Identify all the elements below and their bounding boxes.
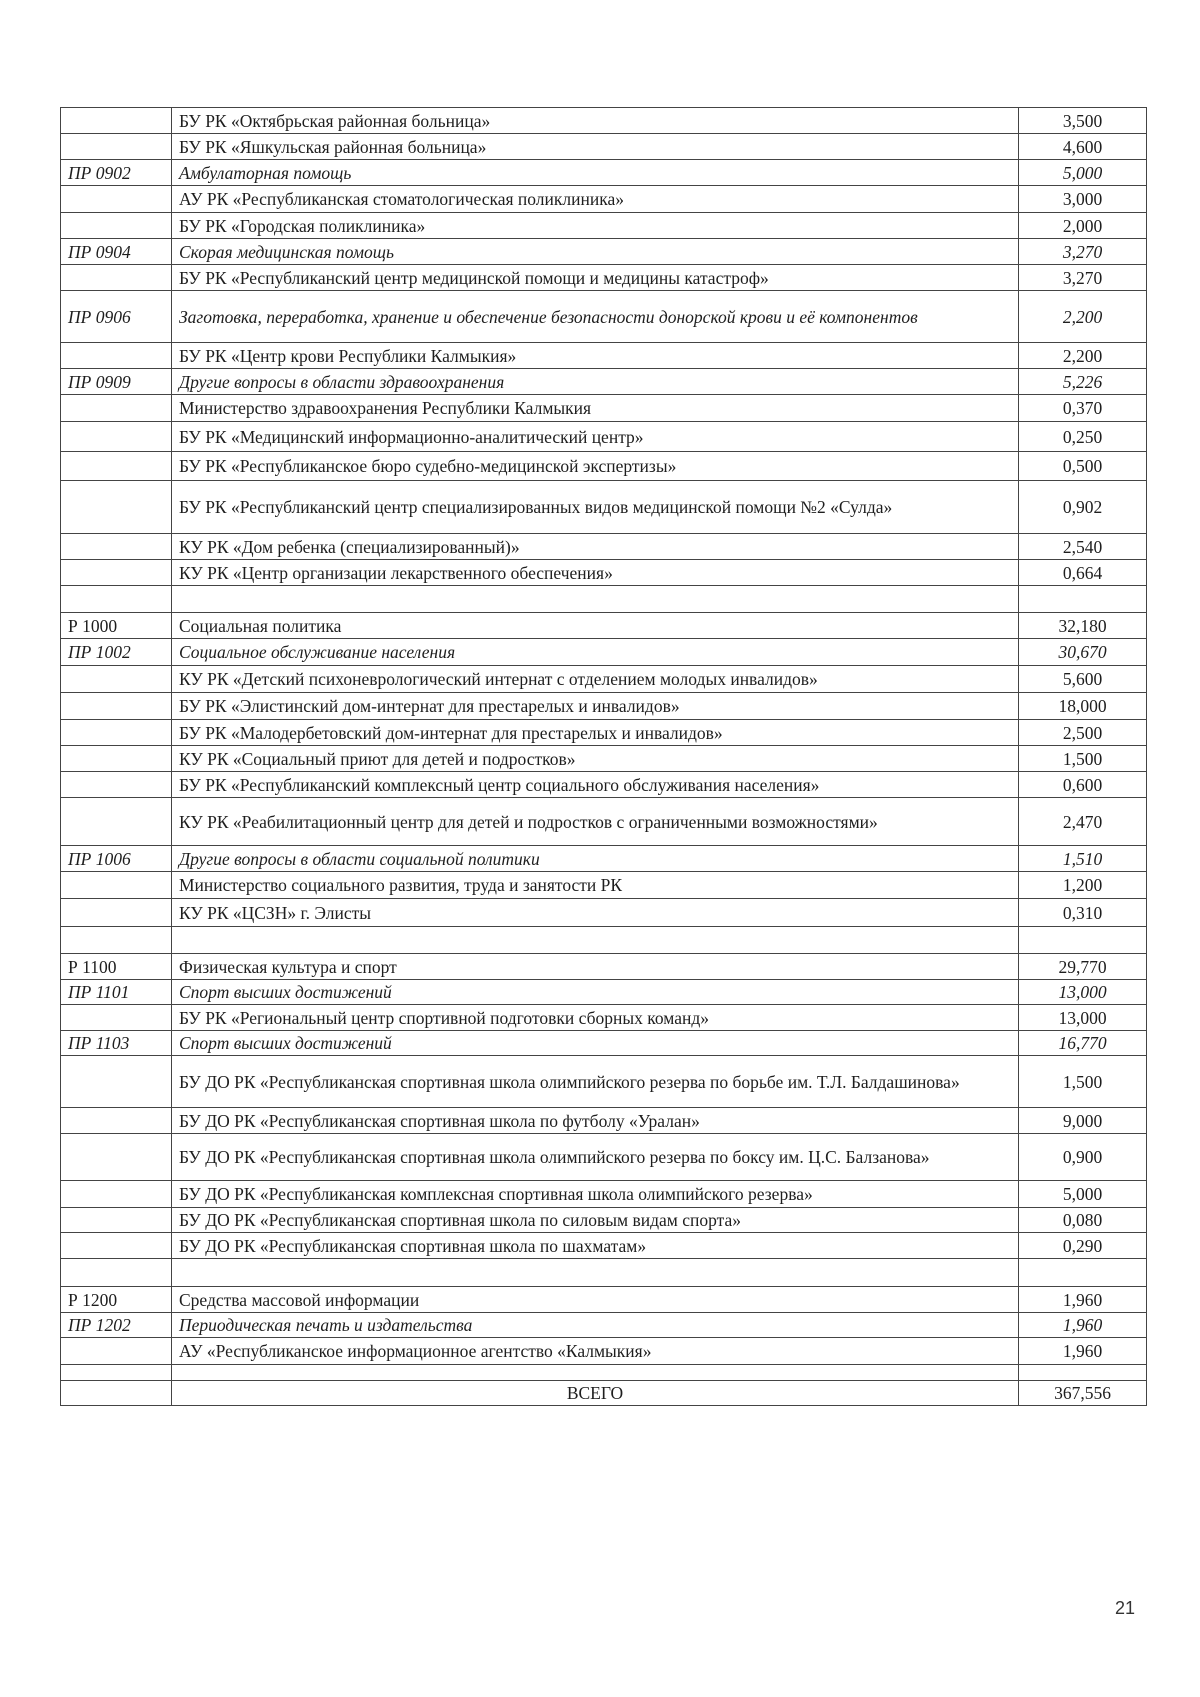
amount-cell: 0,664 [1019,560,1147,586]
table-row [61,1287,1147,1313]
code-cell: ПР 1006 [61,846,172,872]
name-cell: КУ РК «Дом ребенка (специализированный)» [172,534,1019,560]
name-cell: БУ РК «Городская поликлиника» [172,213,1019,239]
table-row [61,846,1147,872]
code-cell [61,1108,172,1134]
table-row [61,666,1147,693]
amount-cell: 2,200 [1019,343,1147,369]
code-cell [61,1365,172,1381]
amount-cell: 0,900 [1019,1134,1147,1181]
amount-cell: 1,960 [1019,1338,1147,1365]
name-cell: БУ РК «Октябрьская районная больница» [172,108,1019,134]
table-row [61,927,1147,954]
name-cell [172,1365,1019,1381]
name-cell [172,586,1019,613]
code-cell [61,186,172,213]
name-cell: БУ РК «Малодербетовский дом-интернат для престарелых и инвалидов» [172,720,1019,746]
amount-cell [1019,1365,1147,1381]
table-row [61,746,1147,772]
table-row [61,980,1147,1005]
name-cell: Социальное обслуживание населения [172,639,1019,666]
code-cell: ПР 1103 [61,1031,172,1056]
table-row [61,1313,1147,1338]
name-cell: Амбулаторная помощь [172,160,1019,186]
code-cell [61,693,172,720]
name-cell: БУ ДО РК «Республиканская спортивная школа олимпийского резерва по боксу им. Ц.С. Балзанова» [172,1134,1019,1181]
amount-cell: 1,500 [1019,1056,1147,1108]
amount-cell: 16,770 [1019,1031,1147,1056]
name-cell: Другие вопросы в области здравоохранения [172,369,1019,395]
table-row [61,481,1147,534]
amount-cell: 1,510 [1019,846,1147,872]
name-cell: Скорая медицинская помощь [172,239,1019,265]
code-cell [61,560,172,586]
code-cell [61,1208,172,1233]
table-row [61,160,1147,186]
table-row [61,534,1147,560]
amount-cell: 2,200 [1019,291,1147,343]
code-cell [61,422,172,452]
name-cell: БУ РК «Республиканское бюро судебно-медицинской экспертизы» [172,452,1019,481]
name-cell: Министерство социального развития, труда и занятости РК [172,872,1019,899]
name-cell: АУ «Республиканское информационное агентство «Калмыкия» [172,1338,1019,1365]
table-row [61,560,1147,586]
amount-cell: 30,670 [1019,639,1147,666]
code-cell [61,798,172,846]
name-cell: БУ РК «Центр крови Республики Калмыкия» [172,343,1019,369]
name-cell: ВСЕГО [172,1381,1019,1406]
amount-cell: 18,000 [1019,693,1147,720]
code-cell: Р 1100 [61,954,172,980]
total-row [61,1381,1147,1406]
name-cell: БУ ДО РК «Республиканская комплексная спортивная школа олимпийского резерва» [172,1181,1019,1208]
name-cell: БУ РК «Медицинский информационно-аналитический центр» [172,422,1019,452]
code-cell [61,586,172,613]
code-cell [61,265,172,291]
code-cell [61,452,172,481]
table-row [61,772,1147,798]
code-cell [61,395,172,422]
name-cell: БУ РК «Региональный центр спортивной подготовки сборных команд» [172,1005,1019,1031]
name-cell: КУ РК «Реабилитационный центр для детей и подростков с ограниченными возможностями» [172,798,1019,846]
table-row [61,395,1147,422]
table-row [61,343,1147,369]
name-cell: КУ РК «Социальный приют для детей и подростков» [172,746,1019,772]
table-row [61,422,1147,452]
name-cell [172,927,1019,954]
table-row [61,1233,1147,1259]
amount-cell: 4,600 [1019,134,1147,160]
code-cell [61,1005,172,1031]
table-row [61,613,1147,639]
table-row [61,134,1147,160]
code-cell [61,213,172,239]
name-cell: БУ РК «Республиканский центр медицинской помощи и медицины катастроф» [172,265,1019,291]
table-row [61,954,1147,980]
amount-cell: 1,500 [1019,746,1147,772]
amount-cell: 0,600 [1019,772,1147,798]
table-row [61,1134,1147,1181]
table-row [61,369,1147,395]
name-cell: КУ РК «Центр организации лекарственного обеспечения» [172,560,1019,586]
table-row [61,1365,1147,1381]
budget-table-body [61,108,1147,1406]
code-cell [61,927,172,954]
table-row [61,586,1147,613]
table-row [61,108,1147,134]
table-row [61,452,1147,481]
code-cell: Р 1000 [61,613,172,639]
name-cell: КУ РК «Детский психоневрологический интернат с отделением молодых инвалидов» [172,666,1019,693]
code-cell: Р 1200 [61,1287,172,1313]
code-cell: ПР 1202 [61,1313,172,1338]
table-row [61,872,1147,899]
table-row [61,1031,1147,1056]
code-cell [61,899,172,927]
name-cell: БУ РК «Элистинский дом-интернат для престарелых и инвалидов» [172,693,1019,720]
code-cell [61,720,172,746]
code-cell: ПР 0906 [61,291,172,343]
code-cell [61,772,172,798]
amount-cell: 3,000 [1019,186,1147,213]
code-cell: ПР 0909 [61,369,172,395]
code-cell: ПР 1101 [61,980,172,1005]
name-cell: БУ ДО РК «Республиканская спортивная школа по шахматам» [172,1233,1019,1259]
code-cell [61,134,172,160]
table-row [61,213,1147,239]
amount-cell: 1,960 [1019,1287,1147,1313]
name-cell: Физическая культура и спорт [172,954,1019,980]
amount-cell: 9,000 [1019,1108,1147,1134]
amount-cell: 0,370 [1019,395,1147,422]
amount-cell: 3,270 [1019,239,1147,265]
code-cell [61,1381,172,1406]
table-row [61,1108,1147,1134]
code-cell [61,481,172,534]
name-cell: Министерство здравоохранения Республики Калмыкия [172,395,1019,422]
amount-cell: 1,200 [1019,872,1147,899]
table-row [61,291,1147,343]
code-cell [61,746,172,772]
amount-cell [1019,1259,1147,1287]
code-cell [61,1134,172,1181]
amount-cell: 5,000 [1019,160,1147,186]
page-number: 21 [1115,1598,1136,1618]
code-cell: ПР 0902 [61,160,172,186]
table-row [61,639,1147,666]
amount-cell [1019,586,1147,613]
name-cell: БУ РК «Яшкульская районная больница» [172,134,1019,160]
code-cell [61,534,172,560]
code-cell: ПР 0904 [61,239,172,265]
table-row [61,720,1147,746]
amount-cell: 29,770 [1019,954,1147,980]
name-cell: Заготовка, переработка, хранение и обеспечение безопасности донорской крови и её компонентов [172,291,1019,343]
name-cell: АУ РК «Республиканская стоматологическая поликлиника» [172,186,1019,213]
code-cell [61,666,172,693]
name-cell [172,1259,1019,1287]
code-cell [61,1338,172,1365]
amount-cell: 0,250 [1019,422,1147,452]
code-cell [61,872,172,899]
table-row [61,265,1147,291]
amount-cell: 13,000 [1019,980,1147,1005]
table-row [61,1005,1147,1031]
table-row [61,239,1147,265]
name-cell: Спорт высших достижений [172,980,1019,1005]
amount-cell: 5,600 [1019,666,1147,693]
amount-cell: 1,960 [1019,1313,1147,1338]
amount-cell: 2,000 [1019,213,1147,239]
table-row [61,1056,1147,1108]
code-cell: ПР 1002 [61,639,172,666]
amount-cell: 2,540 [1019,534,1147,560]
name-cell: Спорт высших достижений [172,1031,1019,1056]
name-cell: Социальная политика [172,613,1019,639]
code-cell [61,343,172,369]
amount-cell: 0,902 [1019,481,1147,534]
table-row [61,693,1147,720]
code-cell [61,1056,172,1108]
table-row [61,899,1147,927]
amount-cell: 0,080 [1019,1208,1147,1233]
amount-cell: 367,556 [1019,1381,1147,1406]
amount-cell: 0,500 [1019,452,1147,481]
amount-cell: 32,180 [1019,613,1147,639]
table-row [61,1208,1147,1233]
amount-cell: 5,226 [1019,369,1147,395]
name-cell: Другие вопросы в области социальной политики [172,846,1019,872]
code-cell [61,1259,172,1287]
name-cell: Периодическая печать и издательства [172,1313,1019,1338]
code-cell [61,1181,172,1208]
name-cell: БУ РК «Республиканский комплексный центр социального обслуживания населения» [172,772,1019,798]
table-row [61,798,1147,846]
name-cell: БУ ДО РК «Республиканская спортивная школа по футболу «Уралан» [172,1108,1019,1134]
name-cell: БУ ДО РК «Республиканская спортивная школа по силовым видам спорта» [172,1208,1019,1233]
amount-cell: 0,290 [1019,1233,1147,1259]
table-row [61,1259,1147,1287]
name-cell: БУ ДО РК «Республиканская спортивная школа олимпийского резерва по борьбе им. Т.Л. Балдашинова» [172,1056,1019,1108]
budget-table [60,107,1147,1406]
table-row [61,1181,1147,1208]
amount-cell [1019,927,1147,954]
amount-cell: 3,270 [1019,265,1147,291]
amount-cell: 0,310 [1019,899,1147,927]
table-row [61,186,1147,213]
table-row [61,1338,1147,1365]
amount-cell: 13,000 [1019,1005,1147,1031]
amount-cell: 2,470 [1019,798,1147,846]
code-cell [61,108,172,134]
amount-cell: 2,500 [1019,720,1147,746]
code-cell [61,1233,172,1259]
name-cell: БУ РК «Республиканский центр специализированных видов медицинской помощи №2 «Сулда» [172,481,1019,534]
amount-cell: 3,500 [1019,108,1147,134]
amount-cell: 5,000 [1019,1181,1147,1208]
name-cell: КУ РК «ЦСЗН» г. Элисты [172,899,1019,927]
name-cell: Средства массовой информации [172,1287,1019,1313]
